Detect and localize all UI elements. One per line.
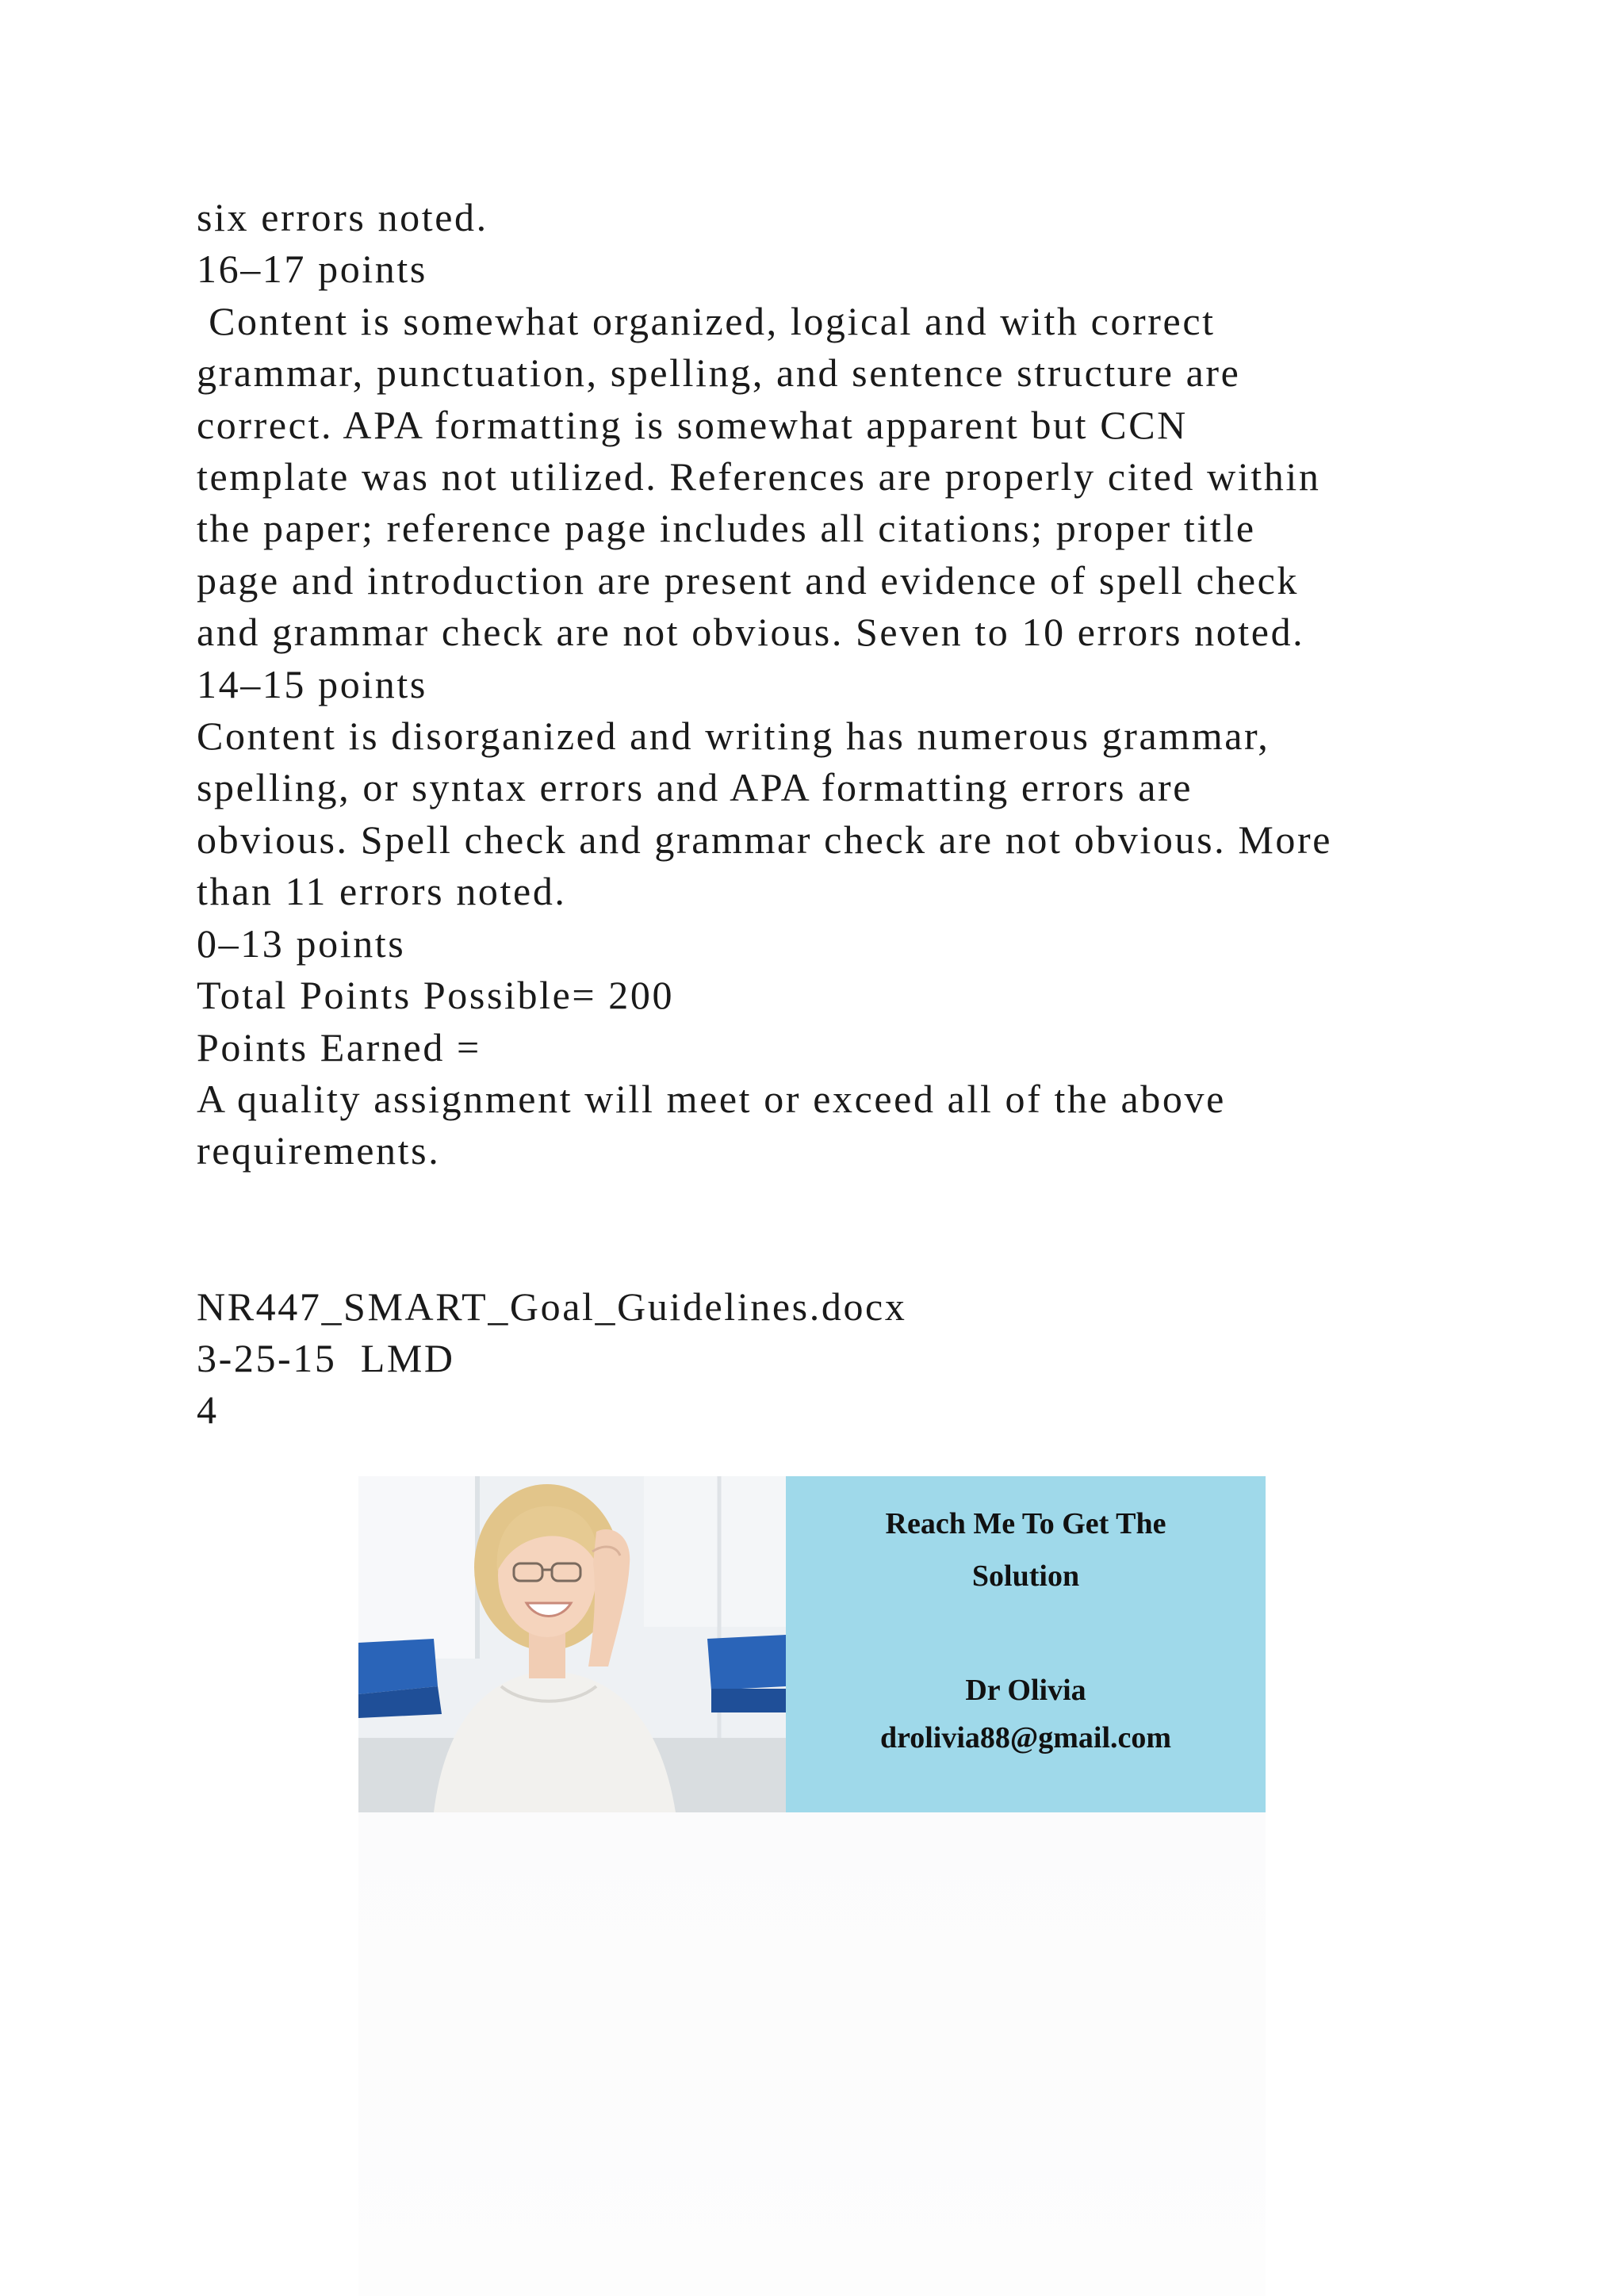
footer-filename: NR447_SMART_Goal_Guidelines.docx xyxy=(197,1284,907,1329)
image-area-background xyxy=(358,1812,1266,2296)
tutor-photo xyxy=(358,1476,786,1812)
cta-line-1: Reach Me To Get The xyxy=(885,1507,1166,1540)
body-line: A quality assignment will meet or exceed all of the above xyxy=(197,1076,1226,1121)
promo-banner xyxy=(358,1476,1266,1812)
contact-email: drolivia88@gmail.com xyxy=(879,1721,1172,1755)
spacer xyxy=(197,1229,1434,1280)
body-line: six errors noted. xyxy=(197,195,488,239)
cta-line-2: Solution xyxy=(971,1559,1080,1593)
score-range-line: 0–13 points xyxy=(197,920,406,966)
score-range-line: 16–17 points xyxy=(197,247,427,292)
total-points-line: Total Points Possible= 200 xyxy=(197,973,675,1018)
body-line: page and introduction are present and evidence of spell check xyxy=(197,557,1300,603)
body-line: correct. APA formatting is somewhat apparent but CCN xyxy=(197,402,1188,447)
body-line: the paper; reference page includes all citations; proper title xyxy=(197,506,1256,551)
body-line: and grammar check are not obvious. Seven to 10 errors noted. xyxy=(197,610,1305,655)
body-line: grammar, punctuation, spelling, and sentence structure are xyxy=(197,350,1241,396)
score-range-line: 14–15 points xyxy=(197,661,427,706)
points-earned-line: Points Earned = xyxy=(197,1024,481,1070)
footer-date: 3-25-15 LMD xyxy=(197,1335,455,1380)
body-line: requirements. xyxy=(197,1128,441,1173)
woman-photo-illustration xyxy=(358,1476,786,1812)
body-line: spelling, or syntax errors and APA formatting errors are xyxy=(197,765,1193,810)
document-body xyxy=(197,192,1434,1437)
spacer xyxy=(197,1177,1434,1229)
contact-name: Dr Olivia xyxy=(965,1674,1086,1707)
body-line: Content is somewhat organized, logical and with correct xyxy=(197,298,1216,343)
page-number: 4 xyxy=(197,1387,219,1433)
contact-panel xyxy=(786,1476,1266,1812)
body-line: obvious. Spell check and grammar check are not obvious. More xyxy=(197,817,1333,862)
body-line: Content is disorganized and writing has numerous grammar, xyxy=(197,714,1270,759)
body-line: than 11 errors noted. xyxy=(197,869,567,914)
body-line: template was not utilized. References are properly cited within xyxy=(197,454,1321,499)
